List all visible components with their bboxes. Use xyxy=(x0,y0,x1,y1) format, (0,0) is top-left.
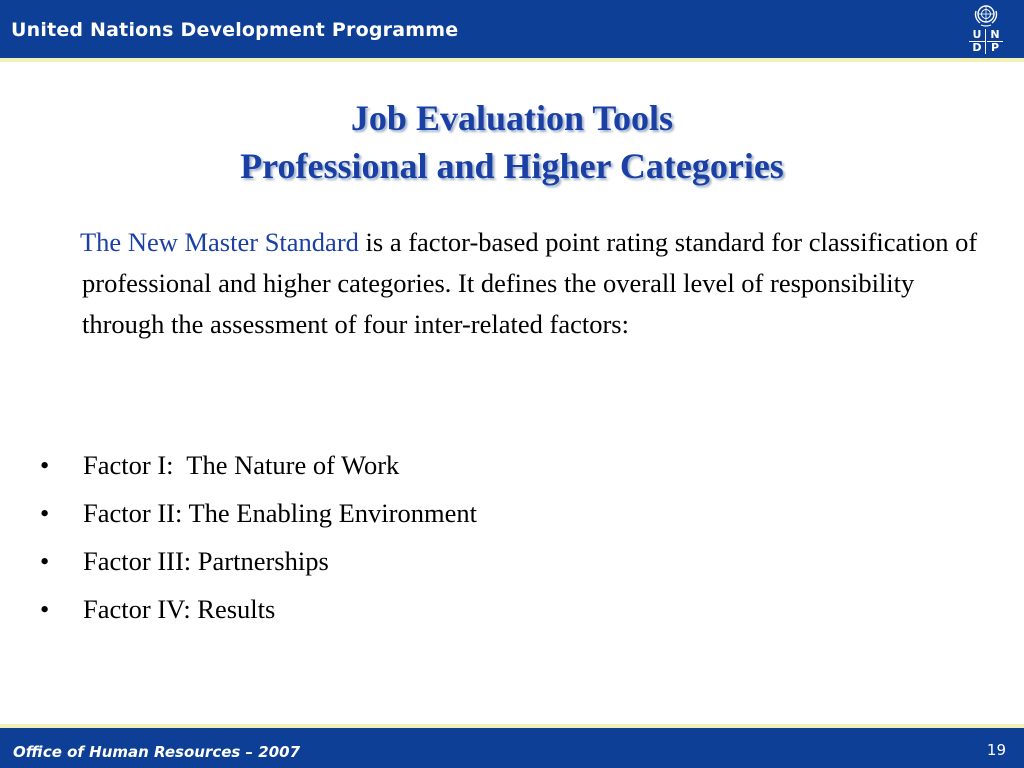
intro-paragraph xyxy=(82,222,987,345)
footer-bar xyxy=(0,728,1024,768)
factor-item xyxy=(40,441,477,489)
footer-office-label: Office of Human Resources – 2007 xyxy=(13,743,301,761)
slide-title-line-1: Job Evaluation Tools xyxy=(350,98,674,138)
undp-letter-grid xyxy=(969,29,1003,54)
slide-title-line-2: Professional and Higher Categories xyxy=(240,146,784,186)
header-divider xyxy=(0,58,1024,62)
slide-title xyxy=(0,94,1024,190)
organization-name: United Nations Development Programme xyxy=(11,19,459,41)
bullet-icon: • xyxy=(40,498,50,528)
logo-letter-d: D xyxy=(969,42,986,54)
factor-label: Factor III: Partnerships xyxy=(83,546,329,576)
bullet-icon: • xyxy=(40,594,50,624)
bullet-icon: • xyxy=(40,450,50,480)
intro-text: is a factor-based point rating standard for classification of professional and higher categories. It defines the overall level of responsibility through the assessment of four inter-related factors: xyxy=(82,227,978,339)
factor-list xyxy=(40,441,477,633)
factor-item xyxy=(40,489,477,537)
header-bar xyxy=(0,0,1024,58)
master-standard-term: The New Master Standard xyxy=(80,227,359,257)
page-number: 19 xyxy=(986,741,1006,759)
un-emblem-icon xyxy=(972,2,1000,28)
factor-label: Factor IV: Results xyxy=(83,594,276,624)
bullet-icon: • xyxy=(40,546,50,576)
undp-logo xyxy=(968,2,1004,58)
factor-label: Factor I: The Nature of Work xyxy=(83,450,400,480)
logo-letter-p: P xyxy=(990,41,1000,54)
factor-item xyxy=(40,585,477,633)
logo-letter-u: U xyxy=(969,29,986,42)
factor-label: Factor II: The Enabling Environment xyxy=(83,498,477,528)
logo-letter-n: N xyxy=(987,29,1003,42)
factor-item xyxy=(40,537,477,585)
